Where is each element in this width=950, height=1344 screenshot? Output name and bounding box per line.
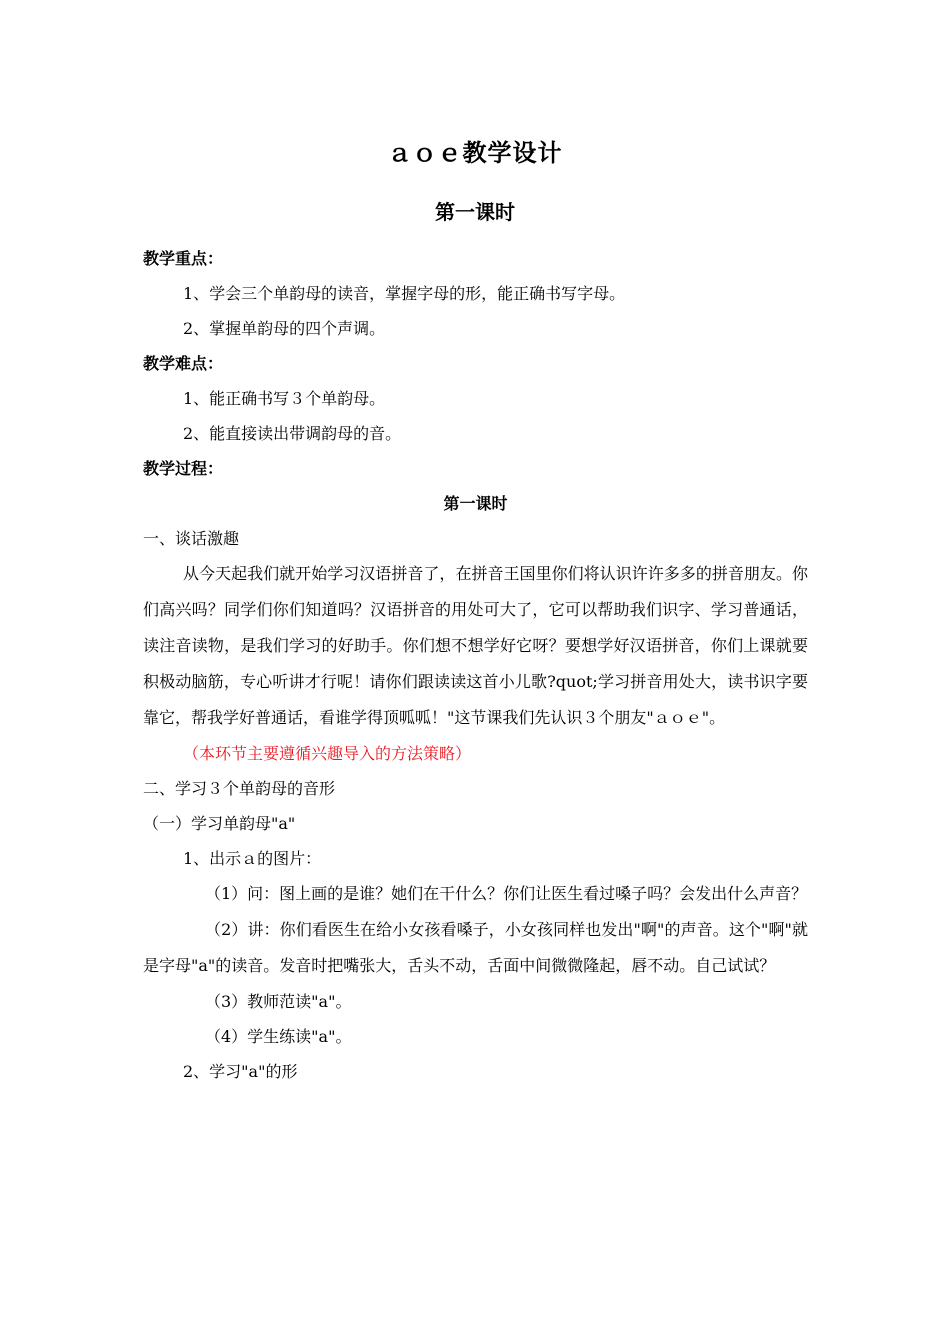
part2-heading: 二、学习３个单韵母的音形 [143, 779, 336, 798]
part1-heading: 一、谈话激趣 [143, 529, 240, 548]
difficulty-item: 2、能直接读出带调韵母的音。 [183, 424, 402, 443]
part1-note: （本环节主要遵循兴趣导入的方法策略） [183, 744, 472, 763]
difficulty-item: 1、能正确书写３个单韵母。 [183, 389, 386, 408]
document-title: ａｏｅ教学设计 [387, 139, 563, 167]
process-heading: 教学过程： [143, 459, 224, 478]
lesson-heading: 第一课时 [443, 494, 508, 513]
focus-item: 1、学会三个单韵母的读音，掌握字母的形，能正确书写字母。 [183, 284, 626, 303]
part1-paragraph: 从今天起我们就开始学习汉语拼音了，在拼音王国里你们将认识许许多多的拼音朋友。你们高兴吗？同学们你们知道吗？汉语拼音的用处可大了，它可以帮助我们识字、学习普通话，读注音读物，是我们学习的好助手。你们想不想学好它呀？要想学好汉语拼音，你们上课就要积极动脑筋，专心听讲才行呢！请你们跟读读这首小儿歌?quot;学习拼音用处大，读书识字要靠它，帮我学好普通话，看谁学得顶呱呱！"这节课我们先认识３个朋友"ａｏｅ"。 [143, 564, 808, 727]
document-subtitle: 第一课时 [435, 200, 515, 224]
step1-heading: 1、出示ａ的图片： [183, 849, 322, 868]
focus-item: 2、掌握单韵母的四个声调。 [183, 319, 386, 338]
step1-teacher-reading: （3）教师范读"a"。 [205, 992, 352, 1011]
focus-heading: 教学重点： [143, 249, 224, 268]
step1-question: （1）问：图上画的是谁？她们在干什么？你们让医生看过嗓子吗？会发出什么声音？ [205, 884, 808, 903]
part2-subheading: （一）学习单韵母"a" [143, 814, 296, 833]
step1-student-practice: （4）学生练读"a"。 [205, 1027, 352, 1046]
document-body [143, 241, 808, 1089]
step1-explanation: （2）讲：你们看医生在给小女孩看嗓子，小女孩同样也发出"啊"的声音。这个"啊"就是字母"a"的读音。发音时把嘴张大，舌头不动，舌面中间微微隆起，唇不动。自己试试？ [143, 920, 808, 975]
difficulty-heading: 教学难点： [143, 354, 224, 373]
step2-heading: 2、学习"a"的形 [183, 1062, 298, 1081]
